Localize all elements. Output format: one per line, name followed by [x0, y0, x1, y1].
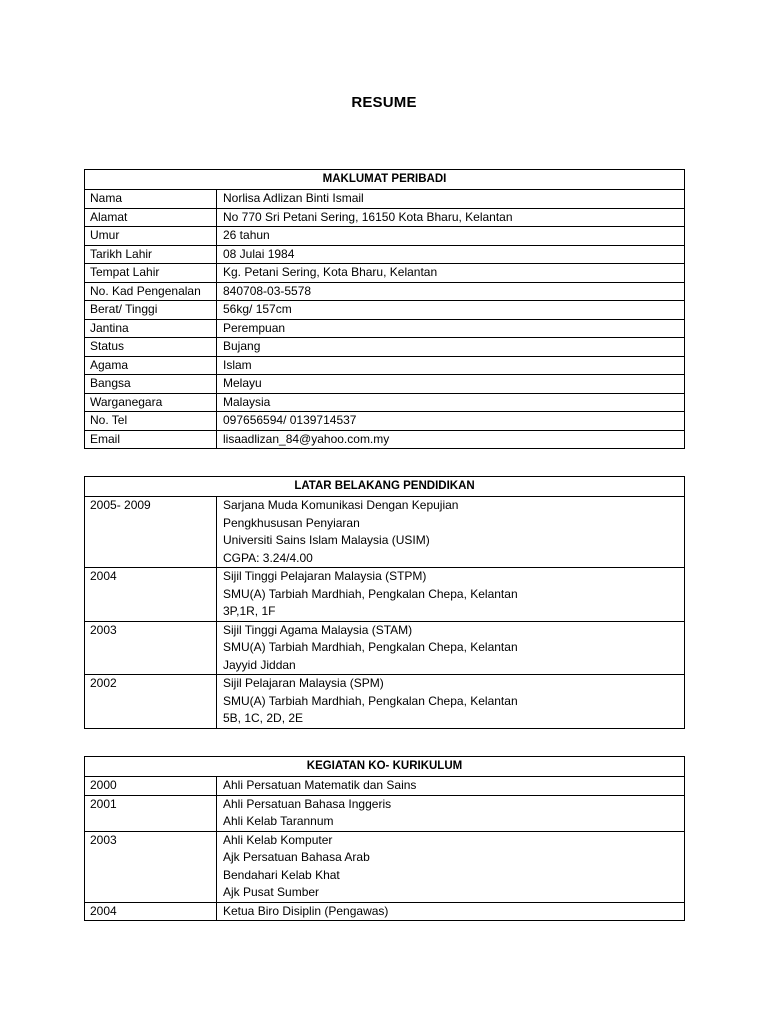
field-label: Berat/ Tinggi: [85, 301, 217, 320]
field-value: 08 Julai 1984: [217, 245, 685, 264]
document-title: RESUME: [351, 94, 417, 111]
table-row: [85, 208, 685, 227]
field-label: Nama: [85, 190, 217, 209]
table-row: [85, 227, 685, 246]
detail-line: Ketua Biro Disiplin (Pengawas): [223, 903, 389, 918]
details-cell: [217, 777, 685, 796]
field-label: Status: [85, 338, 217, 357]
table-row: [85, 245, 685, 264]
table-row: [85, 338, 685, 357]
detail-line: Ajk Persatuan Bahasa Arab: [223, 850, 370, 864]
year-cell: 2003: [85, 621, 217, 675]
detail-line: Sijil Tinggi Pelajaran Malaysia (STPM): [223, 569, 427, 583]
field-value: 097656594/ 0139714537: [217, 412, 685, 431]
detail-line: Bendahari Kelab Khat: [223, 867, 340, 882]
details-cell: [217, 902, 685, 921]
field-value: Perempuan: [217, 319, 685, 338]
field-value: Islam: [217, 356, 685, 375]
year-cell: 2000: [85, 777, 217, 796]
detail-line: Sijil Pelajaran Malaysia (SPM): [223, 676, 384, 690]
field-label: Tarikh Lahir: [85, 245, 217, 264]
table-row: [85, 282, 685, 301]
field-label: No. Kad Pengenalan: [85, 282, 217, 301]
field-label: Email: [85, 430, 217, 449]
table-row: [85, 301, 685, 320]
field-label: Warganegara: [85, 393, 217, 412]
field-value: No 770 Sri Petani Sering, 16150 Kota Bharu, Kelantan: [217, 208, 685, 227]
table-row: [85, 356, 685, 375]
field-label: Alamat: [85, 208, 217, 227]
details-cell: [217, 621, 685, 675]
table-row: [85, 621, 685, 675]
table-row: [85, 430, 685, 449]
field-label: Agama: [85, 356, 217, 375]
detail-line: SMU(A) Tarbiah Mardhiah, Pengkalan Chepa, Kelantan: [223, 586, 518, 601]
field-label: Tempat Lahir: [85, 264, 217, 283]
field-label: No. Tel: [85, 412, 217, 431]
field-value: Kg. Petani Sering, Kota Bharu, Kelantan: [217, 264, 685, 283]
table-row: [85, 777, 685, 796]
detail-line: Jayyid Jiddan: [223, 657, 296, 672]
education-table: [84, 476, 685, 729]
field-value: Malaysia: [217, 393, 685, 412]
details-cell: [217, 497, 685, 568]
detail-line: Ahli Persatuan Bahasa Inggeris: [223, 796, 392, 811]
field-label: Umur: [85, 227, 217, 246]
details-cell: [217, 795, 685, 831]
cocurriculum-heading: KEGIATAN KO- KURIKULUM: [85, 757, 685, 777]
details-cell: [217, 568, 685, 622]
table-row: [85, 375, 685, 394]
detail-line: Sarjana Muda Komunikasi Dengan Kepujian: [223, 498, 459, 512]
field-label: Jantina: [85, 319, 217, 338]
table-row: [85, 902, 685, 921]
detail-line: SMU(A) Tarbiah Mardhiah, Pengkalan Chepa, Kelantan: [223, 640, 518, 654]
table-row: [85, 831, 685, 902]
cocurriculum-table: [84, 756, 685, 921]
year-cell: 2004: [85, 902, 217, 921]
detail-line: Pengkhususan Penyiaran: [223, 515, 360, 530]
table-row: [85, 795, 685, 831]
detail-line: 5B, 1C, 2D, 2E: [223, 711, 304, 725]
table-row: [85, 412, 685, 431]
field-value: 56kg/ 157cm: [217, 301, 685, 320]
field-label: Bangsa: [85, 375, 217, 394]
table-row: [85, 675, 685, 729]
year-cell: 2003: [85, 831, 217, 902]
detail-line: SMU(A) Tarbiah Mardhiah, Pengkalan Chepa, Kelantan: [223, 693, 518, 708]
field-value: Norlisa Adlizan Binti Ismail: [217, 190, 685, 209]
field-value: 840708-03-5578: [217, 282, 685, 301]
field-value: Bujang: [217, 338, 685, 357]
detail-line: Universiti Sains Islam Malaysia (USIM): [223, 533, 430, 547]
field-value: lisaadlizan_84@yahoo.com.my: [217, 430, 685, 449]
personal-info-heading: MAKLUMAT PERIBADI: [85, 170, 685, 190]
details-cell: [217, 675, 685, 729]
details-cell: [217, 831, 685, 902]
education-heading: LATAR BELAKANG PENDIDIKAN: [85, 477, 685, 497]
table-row: [85, 393, 685, 412]
detail-line: Ahli Persatuan Matematik dan Sains: [223, 778, 417, 792]
detail-line: Sijil Tinggi Agama Malaysia (STAM): [223, 622, 413, 637]
year-cell: 2004: [85, 568, 217, 622]
year-cell: 2001: [85, 795, 217, 831]
table-row: [85, 190, 685, 209]
detail-line: 3P,1R, 1F: [223, 604, 276, 618]
table-row: [85, 497, 685, 568]
table-row: [85, 319, 685, 338]
year-cell: 2005- 2009: [85, 497, 217, 568]
personal-info-table: [84, 169, 685, 449]
table-row: [85, 568, 685, 622]
detail-line: Ahli Kelab Komputer: [223, 832, 333, 847]
detail-line: Ahli Kelab Tarannum: [223, 814, 334, 828]
year-cell: 2002: [85, 675, 217, 729]
detail-line: Ajk Pusat Sumber: [223, 885, 320, 899]
table-row: [85, 264, 685, 283]
field-value: Melayu: [217, 375, 685, 394]
detail-line: CGPA: 3.24/4.00: [223, 550, 313, 565]
field-value: 26 tahun: [217, 227, 685, 246]
